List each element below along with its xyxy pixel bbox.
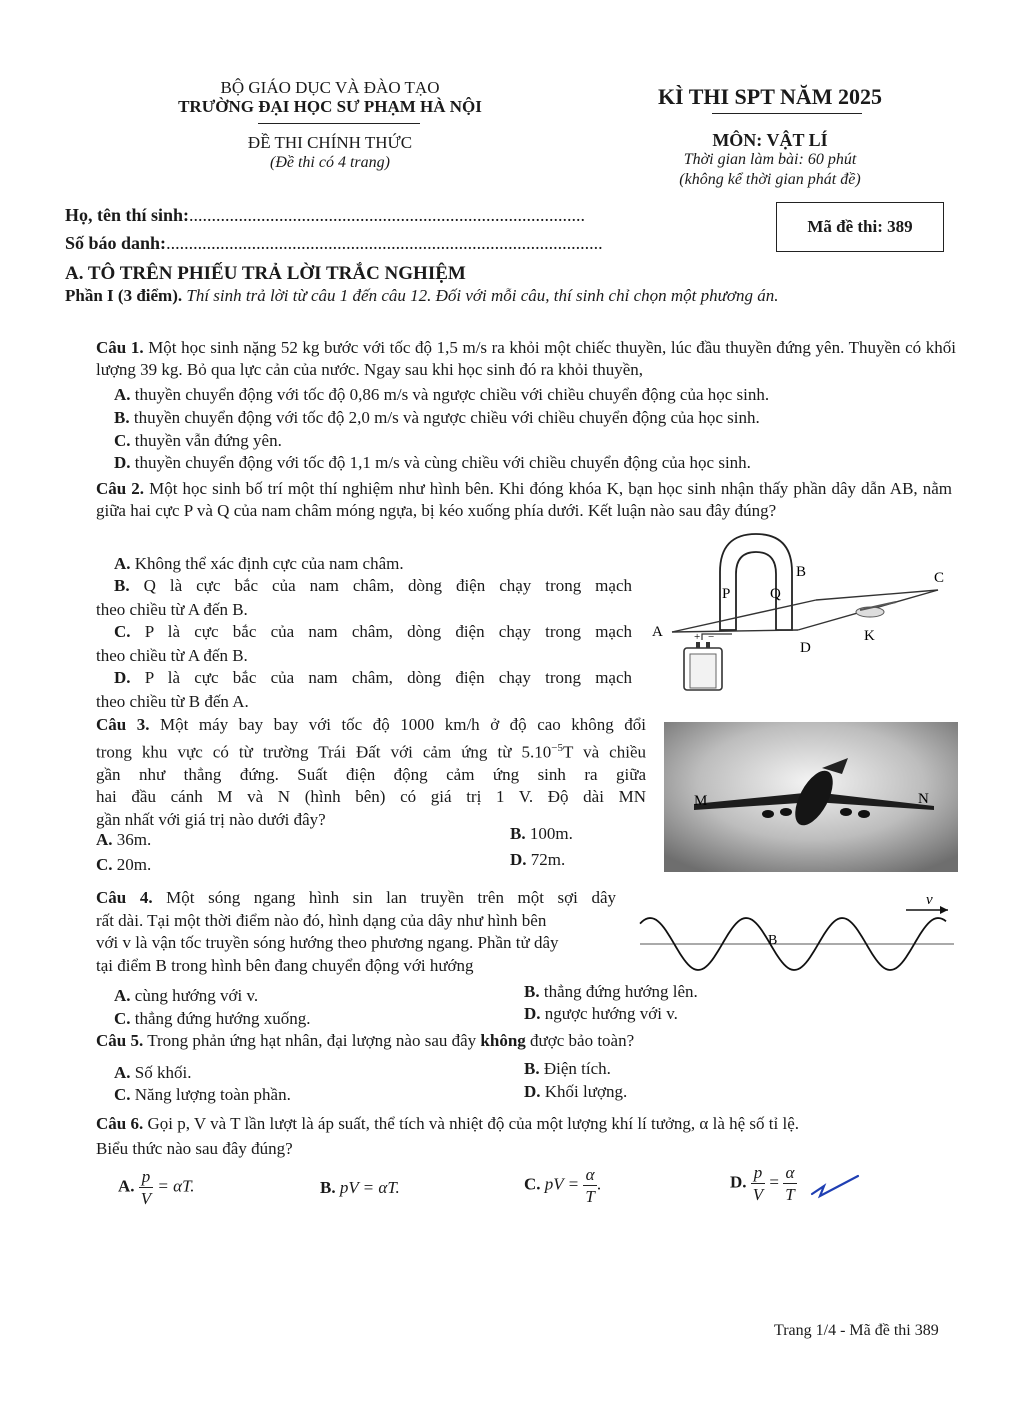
option-label: B. <box>524 982 540 1001</box>
wingtip-n-label: N <box>918 791 929 807</box>
exam-code: Mã đề thi: 389 <box>807 217 913 236</box>
option-label: C. <box>114 622 131 641</box>
point-d-label: D <box>800 640 811 656</box>
option-text: thuyền vẫn đứng yên. <box>134 431 282 450</box>
point-a-label: A <box>652 624 663 640</box>
option-label: C. <box>96 855 113 874</box>
option-label: A. <box>96 830 113 849</box>
denominator: V <box>140 1189 152 1208</box>
question-3-unit: T và chiều <box>562 742 646 762</box>
option-text: Khối lượng. <box>544 1082 628 1101</box>
question-4-line-4: tại điểm B trong hình bên đang chuyển động với hướng <box>96 955 474 975</box>
option-label: B. <box>320 1178 336 1197</box>
part-label: Phần I (3 điểm). <box>65 286 183 305</box>
question-1 <box>96 337 956 381</box>
question-5 <box>96 1031 634 1051</box>
airplane-photo <box>664 722 958 872</box>
equals-sign: = <box>769 1172 780 1192</box>
question-3-line-3: gần như thẳng đứng. Suất điện động cảm ứng sinh ra giữa <box>96 764 646 784</box>
question-6-line-1: Gọi p, V và T lần lượt là áp suất, thể tích và nhiệt độ của một lượng khí lí tưởng, α là hệ số tỉ lệ. <box>147 1114 799 1133</box>
fraction <box>751 1164 765 1203</box>
question-2 <box>96 478 952 522</box>
title-divider <box>712 113 862 114</box>
numerator: p <box>139 1168 153 1188</box>
option-text: thuyền chuyển động với tốc độ 0,86 m/s và ngược chiều với chiều chuyển động của học sinh. <box>134 385 770 404</box>
q5-option-b[interactable] <box>524 1059 611 1079</box>
fraction <box>583 1166 596 1205</box>
question-5-text: Trong phản ứng hạt nhân, đại lượng nào sau đây <box>147 1031 477 1050</box>
option-lhs: pV = <box>544 1174 580 1194</box>
option-label: B. <box>524 1059 540 1078</box>
question-1-label: Câu 1. <box>96 338 144 357</box>
denominator: V <box>752 1185 764 1204</box>
numerator: p <box>751 1164 765 1184</box>
question-3 <box>96 714 646 831</box>
option-text: Q là cực bắc của nam châm, dòng điện chạy trong mạch <box>143 576 633 595</box>
q5-option-c[interactable] <box>114 1085 291 1105</box>
velocity-label: v <box>926 892 933 908</box>
point-b-label: B <box>796 564 807 580</box>
candidate-id-label: Số báo danh: <box>65 233 167 253</box>
denominator: T <box>585 1187 595 1206</box>
option-label: A. <box>114 554 131 573</box>
option-text: P là cực bắc của nam châm, dòng điện chạy trong mạch <box>144 668 633 687</box>
q1-option-d[interactable] <box>114 453 751 473</box>
question-5-label: Câu 5. <box>96 1031 144 1050</box>
question-3-line-4: hai đầu cánh M và N (hình bên) có giá trị 1 V. Độ dài MN <box>96 787 646 807</box>
option-label: B. <box>114 408 130 427</box>
header-divider <box>258 123 420 124</box>
option-rhs: = αT. <box>157 1176 195 1196</box>
question-5-emphasis: không <box>480 1031 526 1050</box>
ministry-name: BỘ GIÁO DỤC VÀ ĐÀO TẠO <box>220 78 440 97</box>
option-label: D. <box>114 453 131 472</box>
battery-lead <box>702 634 732 640</box>
candidate-name-field[interactable] <box>65 205 585 226</box>
question-3-line-1: Một máy bay bay với tốc độ 1000 km/h ở độ cao không đổi <box>160 715 647 734</box>
dot-leader: ................................................................................................. <box>166 233 603 253</box>
candidate-id-field[interactable] <box>65 233 603 254</box>
question-2-label: Câu 2. <box>96 479 145 498</box>
section-title: A. TÔ TRÊN PHIẾU TRẢ LỜI TRẮC NGHIỆM <box>65 263 466 284</box>
q2-option-b-cont: theo chiều từ A đến B. <box>96 600 248 619</box>
question-4-label: Câu 4. <box>96 888 153 907</box>
university-name: TRƯỜNG ĐẠI HỌC SƯ PHẠM HÀ NỘI <box>178 97 482 116</box>
q2-option-b[interactable] <box>114 576 632 596</box>
option-text: P là cực bắc của nam châm, dòng điện chạy trong mạch <box>144 622 633 641</box>
option-text: Số khối. <box>134 1063 192 1082</box>
candidate-name-label: Họ, tên thí sinh: <box>65 205 190 225</box>
engine-icon <box>858 810 870 818</box>
option-label: C. <box>114 1009 131 1028</box>
q5-option-d[interactable] <box>524 1082 627 1102</box>
question-1-text: Một học sinh nặng 52 kg bước với tốc độ 1,5 m/s ra khỏi một chiếc thuyền, lúc đầu thuyền đứng yên. Thuyền có khối lượng 39 kg. Bỏ qua lực cản của nước. Ngay sau khi học sinh đó ra khỏi thuyền, <box>96 338 956 379</box>
option-text: 72m. <box>530 850 566 869</box>
option-text: 100m. <box>529 824 573 843</box>
q4-option-c[interactable] <box>114 1009 310 1029</box>
q6-option-b[interactable] <box>320 1178 400 1198</box>
question-4-line-1: Một sóng ngang hình sin lan truyền trên một sợi dây <box>166 888 617 907</box>
dot-leader: ........................................................................................ <box>189 205 586 225</box>
q4-option-b[interactable] <box>524 982 698 1002</box>
denominator: T <box>785 1185 795 1204</box>
part-instruction-text: Thí sinh trả lời từ câu 1 đến câu 12. Đối với mỗi câu, thí sinh chỉ chọn một phương án. <box>186 286 779 305</box>
question-4-line-3: với v là vận tốc truyền sóng hướng theo phương ngang. Phần tử dây <box>96 933 559 952</box>
option-label: D. <box>524 1004 541 1023</box>
option-text: cùng hướng với v. <box>134 986 259 1005</box>
q4-option-a[interactable] <box>114 986 258 1006</box>
engine-icon <box>840 808 852 816</box>
magnet-circuit-figure <box>648 530 960 700</box>
fraction <box>783 1164 796 1203</box>
option-text: thẳng đứng hướng xuống. <box>134 1009 311 1028</box>
battery-minus-label: − <box>708 631 715 643</box>
exponent: −5 <box>551 741 563 754</box>
option-label: C. <box>524 1174 541 1194</box>
q6-option-a[interactable] <box>118 1168 195 1207</box>
q1-option-b[interactable] <box>114 408 760 428</box>
q3-option-a[interactable] <box>96 830 151 850</box>
option-label: B. <box>510 824 526 843</box>
question-6 <box>96 1111 958 1161</box>
option-text: Không thể xác định cực của nam châm. <box>134 554 404 573</box>
pen-stroke <box>812 1176 858 1196</box>
exam-code-box <box>776 202 944 252</box>
option-text: thẳng đứng hướng lên. <box>543 982 698 1001</box>
option-label: D. <box>114 668 131 687</box>
question-4 <box>96 887 616 977</box>
option-label: D. <box>524 1082 541 1101</box>
horseshoe-magnet <box>720 534 792 630</box>
q1-option-c[interactable] <box>114 431 282 451</box>
q3-option-b[interactable] <box>510 824 573 844</box>
q6-option-c[interactable]: C. pV = $\frac{\alpha}{T}$ . <box>524 1165 602 1206</box>
option-text: thuyền chuyển động với tốc độ 1,1 m/s và cùng chiều với chiều chuyển động của học sinh. <box>134 453 751 472</box>
q1-option-a[interactable] <box>114 385 769 405</box>
switch-k-label: K <box>864 628 875 644</box>
option-label: A. <box>114 986 131 1005</box>
q2-option-c[interactable] <box>114 622 632 642</box>
q2-option-a[interactable] <box>114 554 404 574</box>
q2-option-c-cont: theo chiều từ A đến B. <box>96 646 248 665</box>
question-4-line-2: rất dài. Tại một thời điểm nào đó, hình dạng của dây như hình bên <box>96 910 547 930</box>
battery-plus-label: + <box>694 631 701 643</box>
option-label: C. <box>114 431 131 450</box>
numerator: α <box>783 1164 796 1184</box>
q3-option-c[interactable] <box>96 855 151 875</box>
exam-title: KÌ THI SPT NĂM 2025 <box>657 84 883 109</box>
pole-q-label: Q <box>770 586 781 602</box>
option-text: 20m. <box>116 855 152 874</box>
option-label: D. <box>730 1172 747 1192</box>
fraction <box>139 1168 153 1207</box>
pole-p-label: P <box>722 586 731 602</box>
exam-type: ĐỀ THI CHÍNH THỨC <box>247 133 413 152</box>
arrow-head-icon <box>940 906 948 914</box>
wave-figure <box>636 888 958 980</box>
q4-option-d[interactable] <box>524 1004 678 1024</box>
option-label: A. <box>118 1176 135 1196</box>
wire-AB <box>672 600 816 632</box>
option-label: A. <box>114 385 131 404</box>
option-text: 36m. <box>116 830 152 849</box>
page-count: (Đề thi có 4 trang) <box>270 154 390 171</box>
question-5-text-end: được bảo toàn? <box>530 1031 635 1050</box>
question-3-line-2: trong khu vực có từ trường Trái Đất với cảm ứng từ 5.10 <box>96 742 552 762</box>
handwritten-mark-icon <box>808 1172 864 1200</box>
point-c-label: C <box>934 570 945 586</box>
option-label: C. <box>114 1085 131 1104</box>
engine-icon <box>762 810 774 818</box>
question-6-line-2: Biểu thức nào sau đây đúng? <box>96 1139 293 1158</box>
question-3-label: Câu 3. <box>96 715 150 734</box>
option-label: D. <box>510 850 527 869</box>
question-3-line-5: gần nhất với giá trị nào dưới đây? <box>96 809 326 829</box>
q6-option-d[interactable] <box>730 1164 797 1203</box>
q5-option-a[interactable] <box>114 1063 191 1083</box>
option-text: thuyền chuyển động với tốc độ 2,0 m/s và ngược chiều với chiều chuyển động của học sinh. <box>133 408 760 427</box>
part-instructions <box>65 286 778 306</box>
option-label: B. <box>114 576 130 595</box>
option-label: A. <box>114 1063 131 1082</box>
engine-icon <box>780 808 792 816</box>
q2-option-d[interactable] <box>114 668 632 688</box>
subject: MÔN: VẬT LÍ <box>712 130 828 150</box>
point-b-label: B <box>768 933 778 948</box>
question-2-text: Một học sinh bố trí một thí nghiệm như hình bên. Khi đóng khóa K, bạn học sinh nhận thấy phần dây dẫn AB, nằm giữa hai cực P và Q của nam châm móng ngựa, bị kéo xuống phía dưới. Kết luận nào sau đây đúng? <box>96 479 952 520</box>
wire-AD <box>672 630 798 632</box>
battery-cell <box>690 654 716 688</box>
wingtip-m-label: M <box>694 793 708 809</box>
exam-time-note: (không kể thời gian phát đề) <box>679 171 861 188</box>
exam-time: Thời gian làm bài: 60 phút <box>683 151 857 168</box>
option-text: Điện tích. <box>543 1059 611 1078</box>
page-footer: Trang 1/4 - Mã đề thi 389 <box>774 1322 939 1339</box>
option-text: ngược hướng với v. <box>544 1004 678 1023</box>
option-text: pV = αT. <box>339 1178 400 1197</box>
numerator: α <box>583 1166 596 1186</box>
question-6-label: Câu 6. <box>96 1114 144 1133</box>
option-text: Năng lượng toàn phần. <box>134 1085 291 1104</box>
q3-option-d[interactable] <box>510 850 565 870</box>
q2-option-d-cont: theo chiều từ B đến A. <box>96 692 249 711</box>
